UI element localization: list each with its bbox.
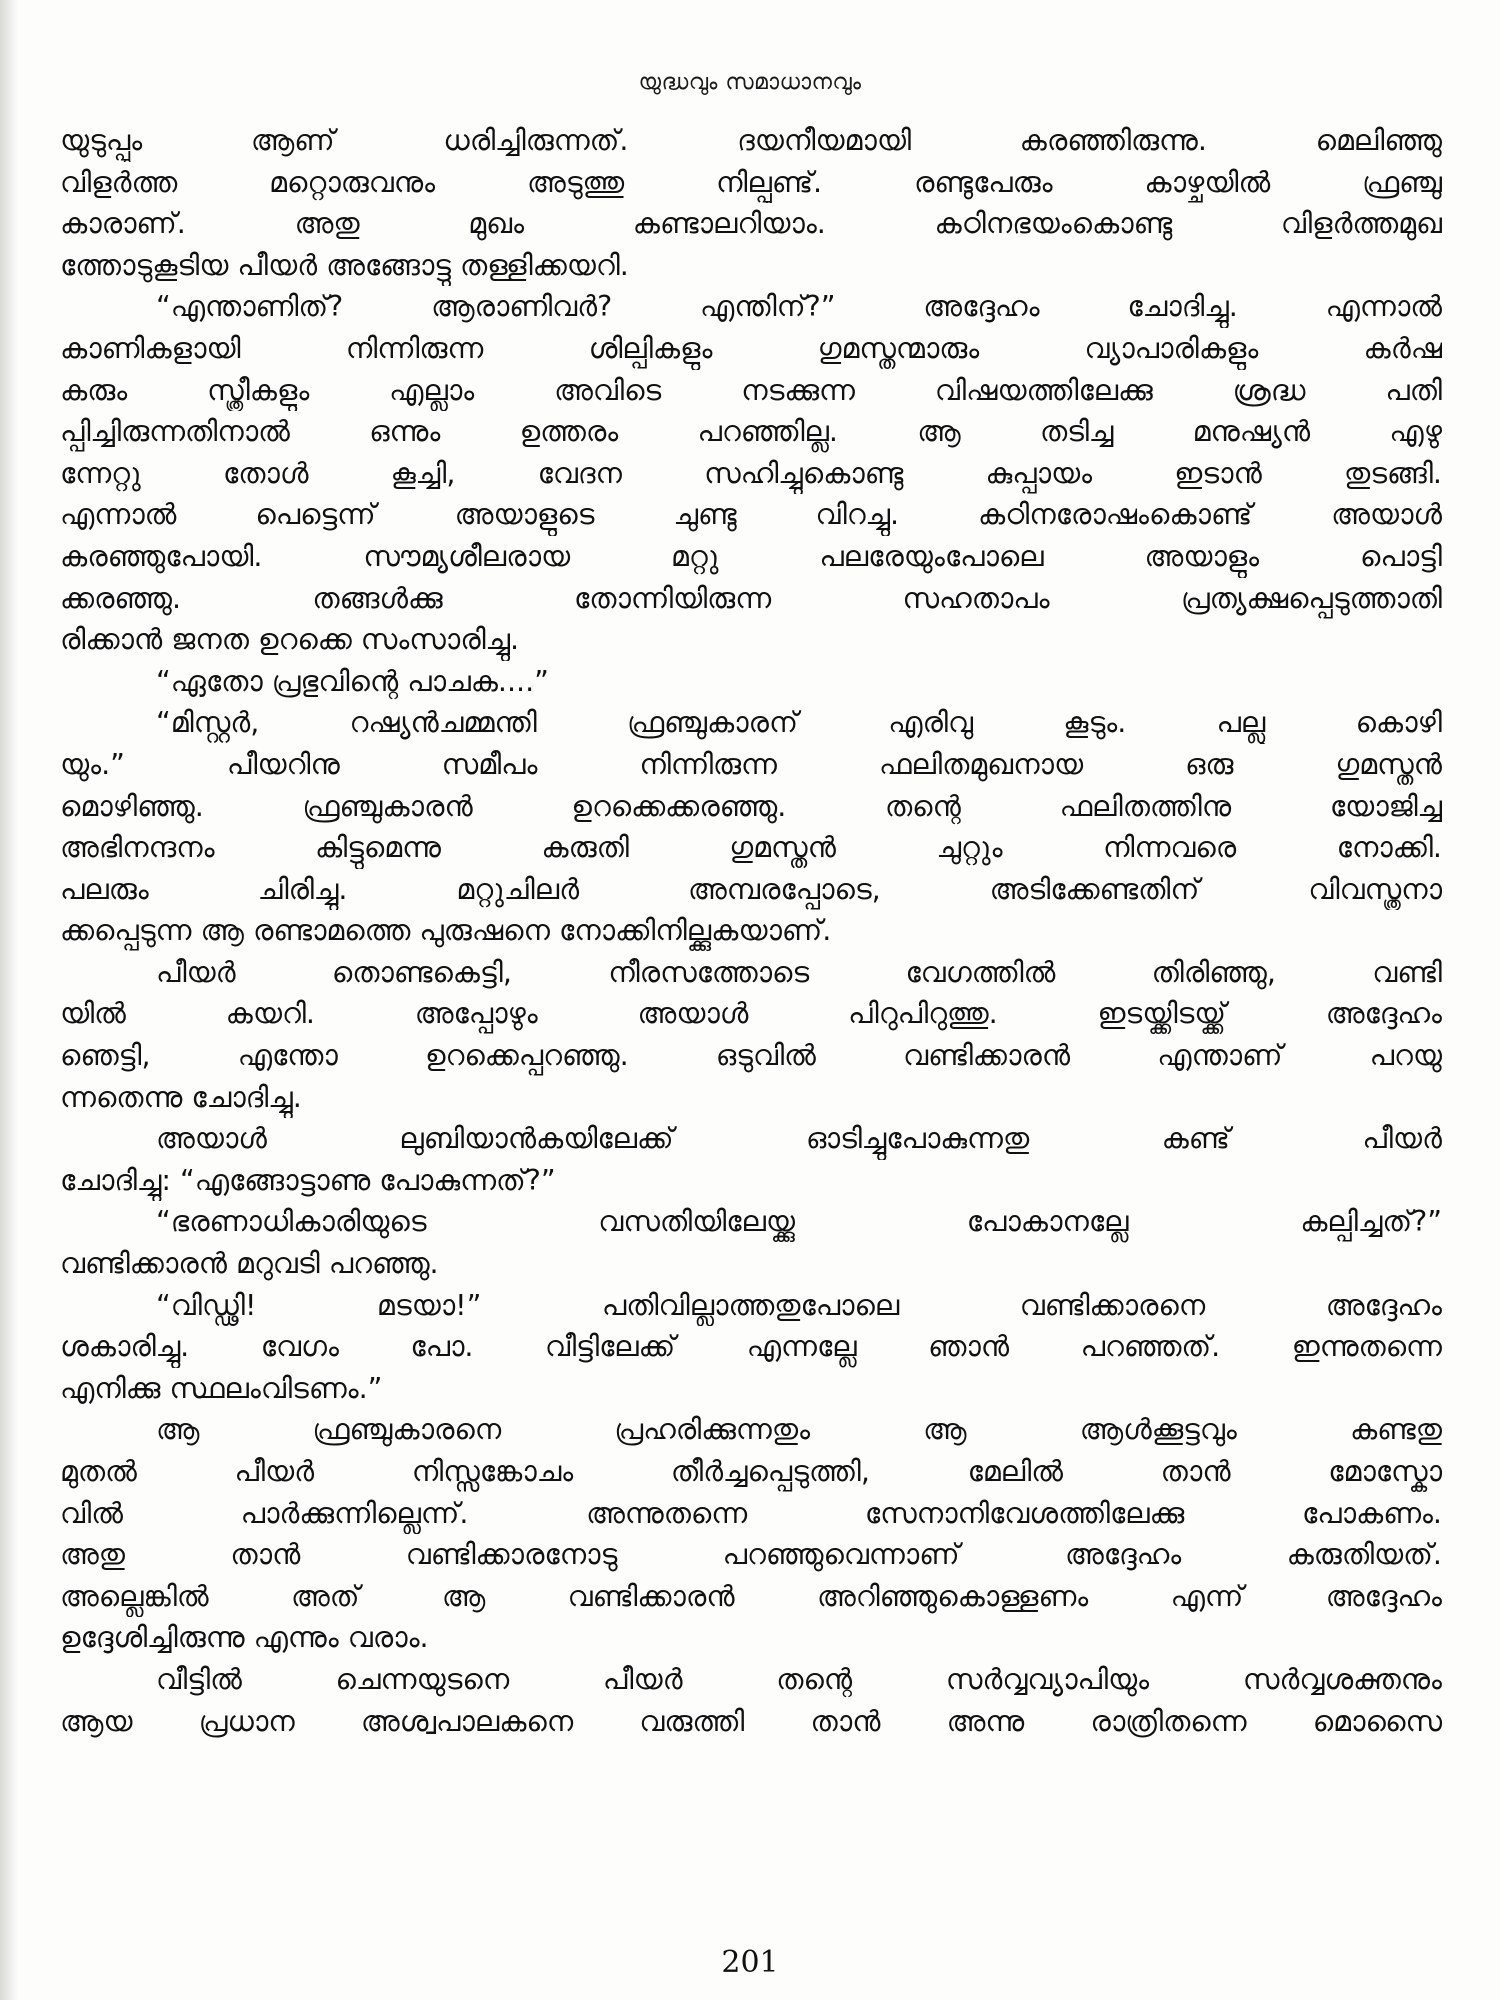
text-line: വണ്ടിക്കാരൻ മറുവടി പറഞ്ഞു. [60,1247,439,1281]
page-number: 201 [721,1945,779,1980]
text-line: ന്നേറ്റു തോൾ കൂച്ചി, വേദന സഹിച്ചുകൊണ്ടു കുപ്പായം ഇടാൻ തുടങ്ങി. [60,456,1442,490]
text-line: അതു താൻ വണ്ടിക്കാരനോടു പറഞ്ഞുവെന്നാണ് അദ്ദേഹം കരുതിയത്. [60,1538,1442,1572]
text-line: ത്തോടുകൂടിയ പീയർ അങ്ങോട്ടു തള്ളിക്കയറി. [60,248,629,282]
text-line: പീയർ തൊണ്ടകെട്ടി, നീരസത്തോടെ വേഗത്തിൽ തിരിഞ്ഞു, വണ്ടി [156,955,1442,989]
text-line: “ഭരണാധികാരിയുടെ വസതിയിലേയ്ക്കു പോകാനല്ലേ കല്പിച്ചത്?” [156,1205,1442,1239]
text-line: ആയ പ്രധാന അശ്വപാലകനെ വരുത്തി താൻ അന്നു രാത്രിതന്നെ മൊസൈ [60,1704,1442,1738]
text-line: അഭിനന്ദനം കിട്ടുമെന്നു കരുതി ഗുമസ്തൻ ചുറ്റും നിന്നവരെ നോക്കി. [60,831,1442,865]
text-line: “മിസ്റ്റർ, റഷ്യൻചമ്മന്തി ഫ്രഞ്ചുകാരന് എരിവു കൂടും. പല്ലു കൊഴി [156,706,1442,740]
text-line: മൊഴിഞ്ഞു. ഫ്രഞ്ചുകാരൻ ഉറക്കെക്കരഞ്ഞു. തന്റെ ഫലിതത്തിനു യോജിച്ച [60,789,1442,823]
text-line: “ഏതോ പ്രഭുവിന്റെ പാചക....” [156,664,549,698]
text-line: ക്കരഞ്ഞു. തങ്ങൾക്കു തോന്നിയിരുന്ന സഹതാപം പ്രത്യക്ഷപ്പെടുത്താതി [60,581,1442,615]
text-line: ഞെട്ടി, എന്തോ ഉറക്കെപ്പറഞ്ഞു. ഒടുവിൽ വണ്ടിക്കാരൻ എന്താണ് പറയു [60,1039,1442,1073]
text-line: എനിക്കു സ്ഥലംവിടണം.” [60,1371,383,1405]
text-line: യിൽ കയറി. അപ്പോഴും അയാൾ പിറുപിറുത്തു. ഇടയ്ക്കിടയ്ക്ക് അദ്ദേഹം [60,997,1442,1031]
text-line: ക്കപ്പെടുന്ന ആ രണ്ടാമത്തെ പുരുഷനെ നോക്കിനില്ക്കുകയാണ്. [60,914,832,948]
text-line: “വിഡ്ഢി! മടയാ!” പതിവില്ലാത്തതുപോലെ വണ്ടിക്കാരനെ അദ്ദേഹം [156,1288,1442,1322]
text-line: പലരും ചിരിച്ചു. മറ്റുചിലർ അമ്പരപ്പോടെ, അടിക്കേണ്ടതിന് വിവസ്ത്രനാ [60,872,1442,906]
running-header: യുദ്ധവും സമാധാനവും [638,70,862,95]
text-line: അല്ലെങ്കിൽ അത് ആ വണ്ടിക്കാരൻ അറിഞ്ഞുകൊള്ളണം എന്ന് അദ്ദേഹം [60,1579,1442,1613]
text-line: രിക്കാൻ ജനത ഉറക്കെ സംസാരിച്ചു. [60,623,520,657]
text-line: യുടുപ്പും ആണ് ധരിച്ചിരുന്നത്. ദയനീയമായി കരഞ്ഞിരുന്നു. മെലിഞ്ഞു [60,124,1442,157]
text-line: കരഞ്ഞുപോയി. സൗമ്യശീലരായ മറ്റു പലരേയുംപോലെ അയാളും പൊട്ടി [60,539,1442,573]
text-line: അയാൾ ലുബിയാൻകയിലേക്ക് ഓടിച്ചുപോകുന്നതു കണ്ട് പീയർ [156,1122,1442,1156]
text-line: യും.” പീയറിനു സമീപം നിന്നിരുന്ന ഫലിതമുഖനായ ഒരു ഗുമസ്തൻ [60,747,1442,781]
text-line: ശകാരിച്ചു. വേഗം പോ. വീട്ടിലേക്ക് എന്നല്ലേ ഞാൻ പറഞ്ഞത്. ഇന്നുതന്നെ [60,1330,1442,1364]
text-line: മുതൽ പീയർ നിസ്സങ്കോചം തീർച്ചപ്പെടുത്തി, മേലിൽ താൻ മോസ്കോ [60,1455,1442,1488]
text-line: ആ ഫ്രഞ്ചുകാരനെ പ്രഹരിക്കുന്നതും ആ ആൾക്കൂട്ടവും കണ്ടതു [156,1413,1442,1447]
text-line: വിളർത്ത മറ്റൊരുവനും അടുത്തു നില്പുണ്ട്. രണ്ടുപേരും കാഴ്ചയിൽ ഫ്രഞ്ചു [60,165,1442,199]
body-text [60,120,1442,1742]
text-line: ഉദ്ദേശിച്ചിരുന്നു എന്നും വരാം. [60,1621,429,1655]
text-line: ന്നതെന്നു ചോദിച്ചു. [60,1080,302,1114]
text-line: കാണികളായി നിന്നിരുന്ന ശില്പികളും ഗുമസ്തന്മാരും വ്യാപാരികളും കർഷ [60,331,1442,365]
text-line: കാരാണ്. അതു മുഖം കണ്ടാലറിയാം. കഠിനഭയംകൊണ്ടു വിളർത്തമുഖ [60,207,1442,241]
text-line: എന്നാൽ പെട്ടെന്ന് അയാളുടെ ചുണ്ടു വിറച്ചു. കഠിനരോഷംകൊണ്ട് അയാൾ [60,498,1442,532]
text-line: “എന്താണിത്? ആരാണിവർ? എന്തിന്?” അദ്ദേഹം ചോദിച്ചു. എന്നാൽ [156,290,1442,324]
text-line: വീട്ടിൽ ചെന്നയുടനെ പീയർ തന്റെ സർവ്വവ്യാപിയും സർവ്വശക്തനും [156,1662,1442,1696]
text-line: വിൽ പാർക്കുന്നില്ലെന്ന്. അന്നുതന്നെ സേനാനിവേശത്തിലേക്കു പോകണം. [60,1496,1442,1530]
binding-gutter-shadow [0,0,18,2000]
text-line: പ്പിച്ചിരുന്നതിനാൽ ഒന്നും ഉത്തരം പറഞ്ഞില്ല. ആ തടിച്ച മനുഷ്യൻ എഴു [60,415,1442,449]
text-line: കരും സ്ത്രീകളും എല്ലാം അവിടെ നടക്കുന്ന വിഷയത്തിലേക്കു ശ്രദ്ധ പതി [60,373,1442,407]
text-line: ചോദിച്ചു: “എങ്ങോട്ടാണു പോകുന്നത്?” [60,1163,556,1197]
